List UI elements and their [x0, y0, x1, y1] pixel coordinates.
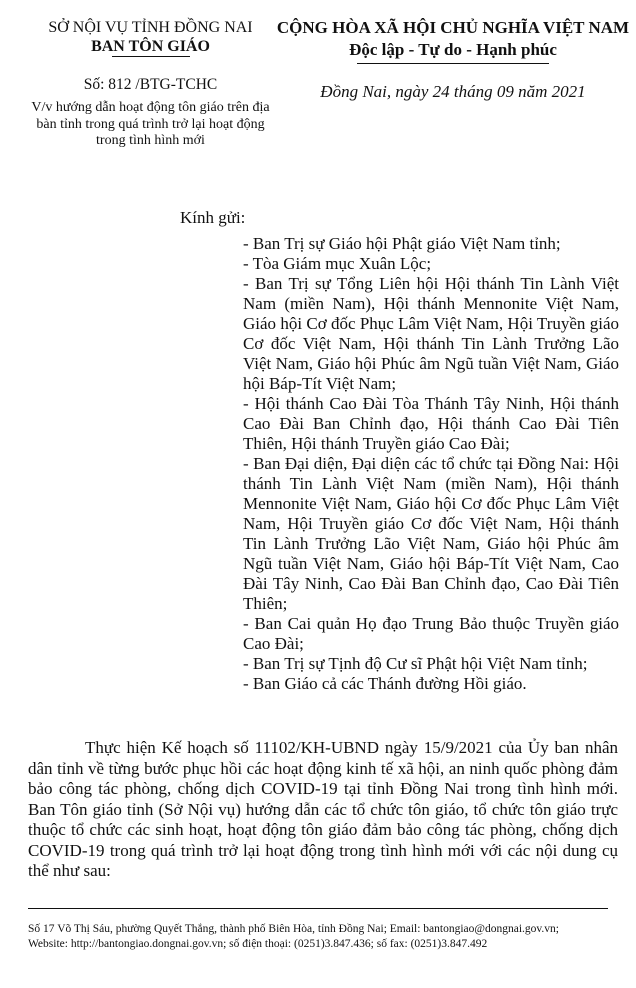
footer-divider — [28, 908, 608, 909]
recipient-item: - Ban Giáo cả các Thánh đường Hồi giáo. — [243, 674, 527, 693]
recipient-item: - Ban Đại diện, Đại diện các tổ chức tại Đồng Nai: Hội thánh Tin Lành Việt Nam (miền Nam), Hội thánh Mennonite Việt Nam, Giáo hội Cơ đốc Phục Lâm Việt Nam, Hội Truyền giáo Cơ đốc Việt Nam, Hội thánh Tin Lành Trưởng Lão Việt Nam, Giáo hội Phúc âm Ngũ tuần Việt Nam, Giáo hội Báp-Tít Việt Nam, Cao Đài Tây Ninh, Cao Đài Ban Chỉnh đạo, Cao Đài Tiên Thiên; — [243, 454, 619, 613]
footer-contact: Website: http://bantongiao.dongnai.gov.vn; số điện thoại: (0251)3.847.436; số fax: (0251)3.847.492 — [28, 938, 488, 950]
motto-underline — [357, 63, 549, 64]
footer-address: Số 17 Võ Thị Sáu, phường Quyết Thắng, thành phố Biên Hòa, tỉnh Đồng Nai; Email: bantongiao@dongnai.gov.vn; — [28, 923, 559, 935]
recipient-item: - Hội thánh Cao Đài Tòa Thánh Tây Ninh, Hội thánh Cao Đài Ban Chỉnh đạo, Hội thánh Cao Đài Tiên Thiên, Hội thánh Truyền giáo Cao Đài; — [243, 394, 619, 453]
recipient-item: - Ban Trị sự Tổng Liên hội Hội thánh Tin Lành Việt Nam (miền Nam), Hội thánh Mennonite Việt Nam, Giáo hội Cơ đốc Phục Lâm Việt Nam, Hội Truyền giáo Cơ đốc Việt Nam, Hội thánh Tin Lành Trưởng Lão Việt Nam, Giáo hội Phúc âm Ngũ tuần Việt Nam, Giáo hội Báp-Tít Việt Nam; — [243, 274, 619, 393]
footer — [28, 922, 628, 952]
body-paragraph: Thực hiện Kế hoạch số 11102/KH-UBND ngày 15/9/2021 của Ủy ban nhân dân tỉnh về từng bước phục hồi các hoạt động kinh tế xã hội, an ninh quốc phòng đảm bảo công tác phòng, chống dịch COVID-19 tại tỉnh Đồng Nai trong tình hình mới. Ban Tôn giáo tỉnh (Sở Nội vụ) hướng dẫn các tổ chức tôn giáo, tổ chức tôn giáo trực thuộc tổ chức các sinh hoạt, hoạt động tôn giáo đảm bảo công tác phòng, chống dịch COVID-19 trong quá trình trở lại hoạt động trong tình hình mới với các nội dung cụ thể như sau: — [28, 738, 618, 880]
recipient-item: - Ban Trị sự Giáo hội Phật giáo Việt Nam tỉnh; — [243, 234, 561, 253]
recipient-item: - Tòa Giám mục Xuân Lộc; — [243, 254, 432, 273]
agency-underline — [112, 56, 190, 57]
national-title: CỘNG HÒA XÃ HỘI CHỦ NGHĨA VIỆT NAM — [276, 18, 630, 37]
agency-name: BAN TÔN GIÁO — [91, 38, 210, 55]
national-motto: Độc lập - Tự do - Hạnh phúc — [349, 40, 557, 59]
recipient-item: - Ban Cai quản Họ đạo Trung Bảo thuộc Truyền giáo Cao Đài; — [243, 614, 619, 653]
agency-parent: SỞ NỘI VỤ TỈNH ĐỒNG NAI — [48, 19, 253, 36]
salutation: Kính gửi: — [180, 208, 246, 227]
recipient-item: - Ban Trị sự Tịnh độ Cư sĩ Phật hội Việt Nam tỉnh; — [243, 654, 588, 673]
document-subject: V/v hướng dẫn hoạt động tôn giáo trên địa bàn tỉnh trong quá trình trở lại hoạt động trong tình hình mới — [31, 100, 270, 148]
document-number: Số: 812 /BTG-TCHC — [83, 76, 218, 93]
dateline: Đồng Nai, ngày 24 tháng 09 năm 2021 — [320, 82, 586, 101]
agency-block — [28, 18, 273, 56]
recipient-list — [243, 234, 619, 694]
